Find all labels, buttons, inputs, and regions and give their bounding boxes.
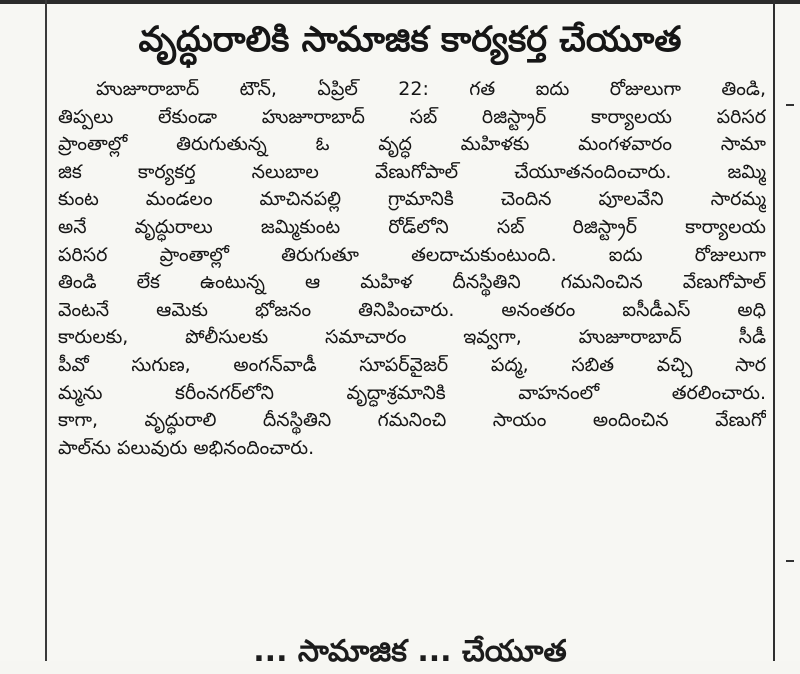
adjacent-column-mark [786, 560, 794, 562]
right-column-rule [773, 0, 775, 661]
article-headline: వృద్ధురాలికి సామాజిక కార్యకర్త చేయూత [138, 20, 682, 60]
body-line: ప్రాంతాల్లో తిరుగుతున్న ఓ వృద్ధ మహిళకు మంగళవారం సామా [58, 133, 766, 156]
body-line: తిప్పలు లేకుండా హుజూరాబాద్ సబ్ రిజిస్ట్రార్ కార్యాలయ పరిసర [58, 105, 766, 128]
adjacent-column-mark [786, 104, 794, 106]
body-line: కారులకు, పోలీసులకు సమాచారం ఇవ్వగా, హుజూరాబాద్ సీడీ [58, 326, 766, 349]
body-line: పాల్‌ను పలువురు అభినందించారు. [58, 436, 315, 459]
body-line: తిండి లేక ఉంటున్న ఆ మహిళ దీనస్థితిని గమనించిన వేణుగోపాల్ [58, 271, 766, 294]
body-line: పరిసర ప్రాంతాల్లో తిరుగుతూ తలదాచుకుంటుంది. ఐదు రోజులుగా [58, 243, 766, 266]
body-line: కుంట మండలం మాచినపల్లి గ్రామానికి చెందిన పూలవేని సారమ్మ [58, 188, 766, 211]
body-line: మ్మను కరీంనగర్‌లోని వృద్ధాశ్రమానికి వాహనంలో తరలించారు. [58, 381, 766, 404]
body-line: అనే వృద్ధురాలు జమ్మికుంట రోడ్‌లోని సబ్ రిజిస్ట్రార్ కార్యాలయ [58, 215, 766, 238]
body-line: కాగా, వృద్ధురాలి దీనస్థితిని గమనించి సాయం అందించిన వేణుగో [58, 409, 766, 432]
body-line: వెంటనే ఆమెకు భోజనం తినిపించారు. అనంతరం ఐసీడీఎస్ అధి [58, 298, 766, 321]
next-article-headline: ... సామాజిక ... చేయూత [253, 634, 567, 669]
left-column-rule [45, 0, 47, 661]
article-body [58, 76, 766, 462]
body-line: జిక కార్యకర్త నలుబాల వేణుగోపాల్ చేయూతనందించారు. జమ్మి [58, 160, 766, 183]
body-line: హుజూరాబాద్ టౌన్, ఏప్రిల్ 22: గత ఐదు రోజులుగా తిండి, [96, 78, 766, 100]
top-column-rule [0, 0, 800, 4]
body-line: పీవో సుగుణ, అంగన్‌వాడీ సూపర్‌వైజర్ పద్మ, సబిత వచ్చి సార [58, 353, 766, 376]
